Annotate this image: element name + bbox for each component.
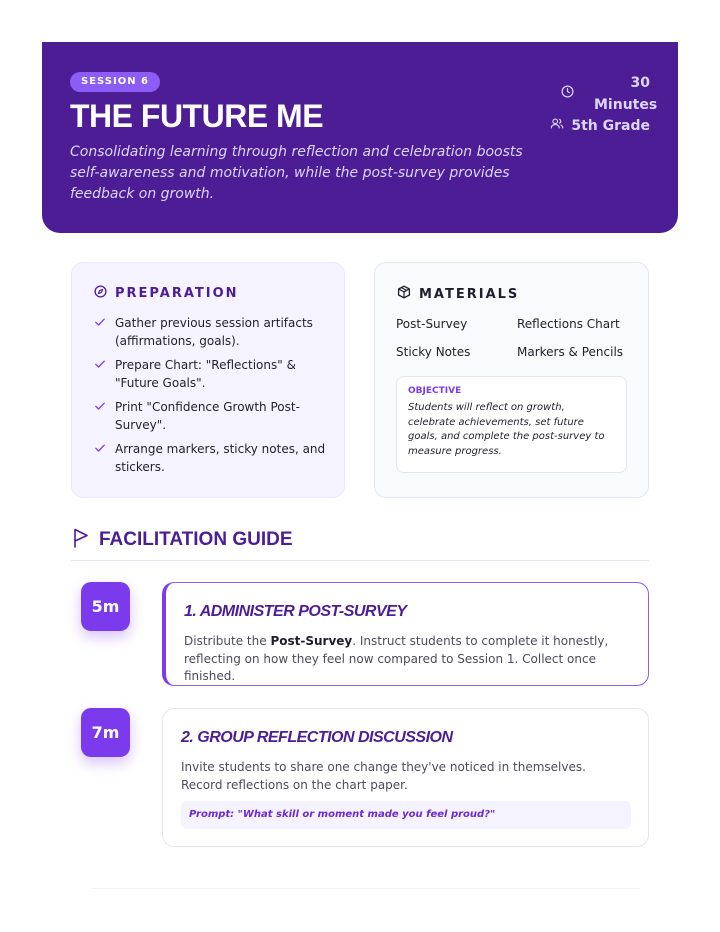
material-item: Reflections Chart	[517, 317, 620, 331]
duration-text: 30 Minutes	[594, 75, 658, 113]
preparation-list	[94, 315, 329, 483]
list-item	[94, 399, 329, 434]
step-description-text: . Instruct students to complete it honestly, reflecting on how they feel now compared to Session 1. Collect once finished.	[184, 634, 609, 683]
material-item: Post-Survey	[396, 317, 468, 331]
divider	[71, 560, 649, 561]
materials-heading-text: MATERIALS	[419, 286, 520, 302]
materials-heading	[397, 285, 519, 303]
facilitation-guide-title: FACILITATION GUIDE	[99, 529, 293, 550]
step-description	[184, 633, 634, 686]
material-item: Sticky Notes	[396, 345, 471, 359]
users-icon	[550, 117, 564, 134]
objective-text: Students will reflect on growth, celebrate achievements, set future goals, and complete the post-survey to measure progress.	[408, 402, 605, 457]
material-item: Markers & Pencils	[517, 345, 624, 359]
step-time-badge: 5m	[81, 582, 130, 631]
check-icon	[94, 442, 106, 476]
list-item	[94, 315, 329, 350]
preparation-card	[71, 262, 345, 498]
list-item-text: Prepare Chart: "Reflections" & "Future Goals".	[115, 358, 296, 390]
step-card	[162, 708, 649, 847]
check-icon	[94, 316, 106, 350]
step-description-text: Distribute the	[184, 634, 271, 648]
grade-meta	[550, 117, 650, 134]
step-description-bold: Post-Survey	[270, 634, 353, 648]
page-title: THE FUTURE ME	[70, 98, 324, 134]
duration-meta	[561, 72, 658, 116]
list-item	[94, 441, 329, 476]
compass-icon	[94, 285, 107, 302]
step-title: 1. ADMINISTER POST-SURVEY	[184, 603, 407, 620]
discussion-prompt: Prompt: "What skill or moment made you feel proud?"	[181, 801, 631, 829]
clock-icon	[561, 83, 574, 105]
objective-box	[396, 376, 627, 473]
check-icon	[94, 358, 106, 392]
step-card	[162, 582, 649, 686]
preparation-heading	[94, 285, 239, 302]
step-time-badge: 7m	[81, 708, 130, 757]
preparation-heading-text: PREPARATION	[115, 286, 239, 301]
materials-list	[396, 315, 636, 361]
list-item-text: Arrange markers, sticky notes, and stickers.	[115, 442, 326, 474]
materials-card	[374, 262, 649, 498]
list-item	[94, 357, 329, 392]
session-badge: SESSION 6	[70, 72, 160, 92]
list-item-text: Print "Confidence Growth Post-Survey".	[115, 400, 300, 432]
divider	[91, 888, 640, 889]
facilitation-guide-heading	[73, 528, 293, 552]
objective-label: OBJECTIVE	[408, 386, 462, 396]
step-title: 2. GROUP REFLECTION DISCUSSION	[181, 729, 453, 746]
list-item-text: Gather previous session artifacts (affirmations, goals).	[115, 316, 313, 348]
grade-text: 5th Grade	[571, 117, 650, 134]
session-subtitle: Consolidating learning through reflection and celebration boosts self-awareness and motivation, while the post-survey provides feedback on growth.	[70, 144, 523, 202]
package-icon	[397, 285, 411, 303]
step-description: Invite students to share one change they've noticed in themselves. Record reflections on the chart paper.	[181, 760, 586, 792]
flag-icon	[73, 528, 89, 552]
check-icon	[94, 400, 106, 434]
session-header	[42, 42, 678, 233]
